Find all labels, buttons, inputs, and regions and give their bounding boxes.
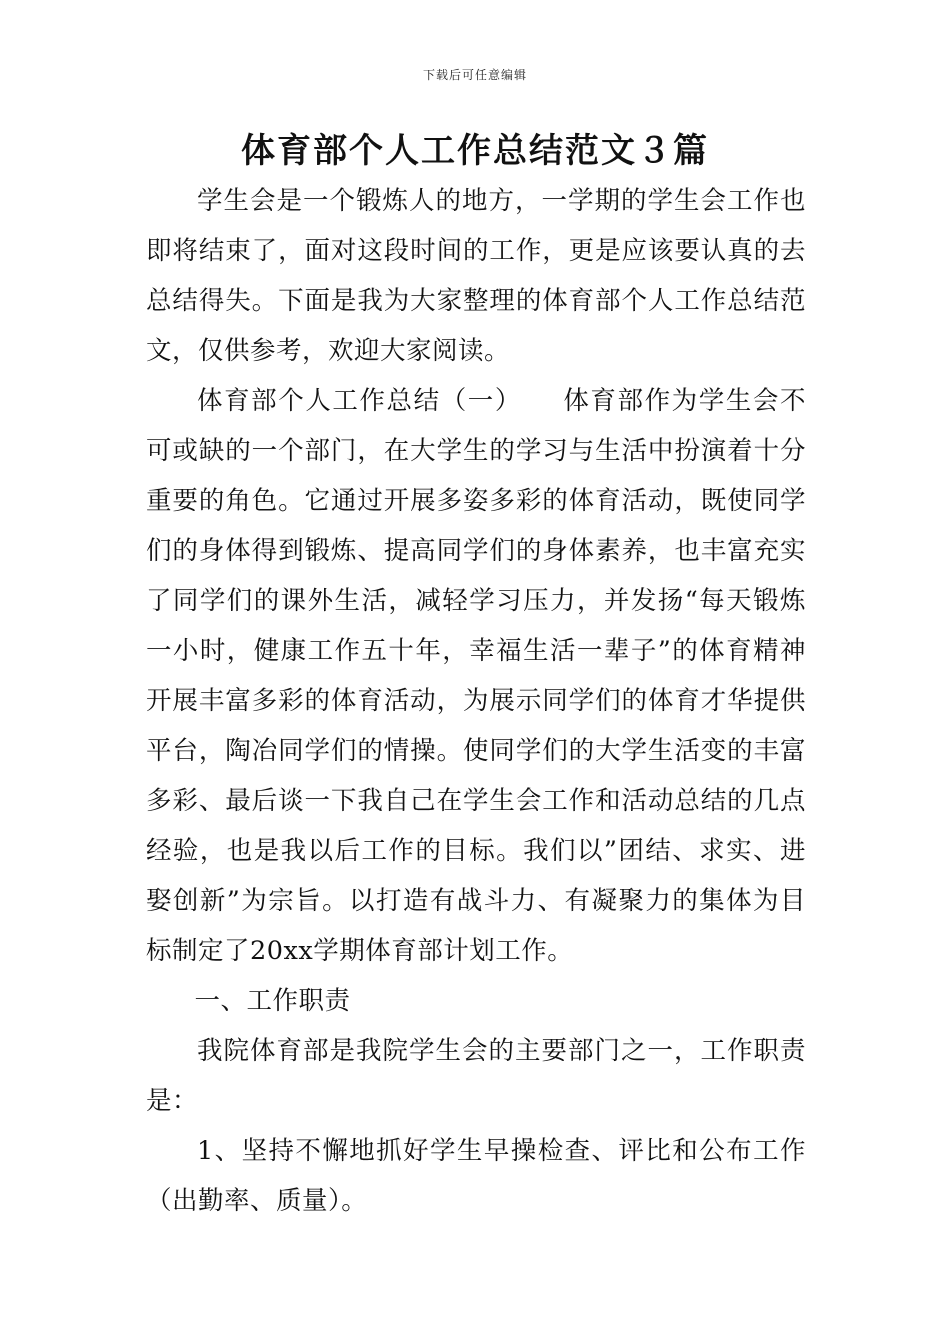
duties-intro-paragraph: 我院体育部是我院学生会的主要部门之一，工作职责是： bbox=[146, 1036, 806, 1116]
intro-paragraph: 学生会是一个锻炼人的地方，一学期的学生会工作也即将结束了，面对这段时间的工作，更是应该要认真的去总结得失。下面是我为大家整理的体育部个人工作总结范文，仅供参考，欢迎大家阅读。 bbox=[146, 186, 806, 366]
document-body bbox=[146, 176, 806, 1226]
document-title: 体育部个人工作总结范文３篇 bbox=[241, 131, 709, 171]
duty-item-1: 1、坚持不懈地抓好学生早操检查、评比和公布工作（出勤率、质量）。 bbox=[146, 1136, 806, 1216]
header-note: 下载后可任意编辑 bbox=[422, 68, 527, 82]
summary-one-paragraph: 体育部个人工作总结（一） 体育部作为学生会不可或缺的一个部门，在大学生的学习与生活中扮演着十分重要的角色。它通过开展多姿多彩的体育活动，既使同学们的身体得到锻炼、提高同学们的身体素养，也丰富充实了同学们的课外生活，减轻学习压力，并发扬“每天锻炼一小时，健康工作五十年，幸福生活一辈子”的体育精神开展丰富多彩的体育活动，为展示同学们的体育才华提供平台，陶冶同学们的情操。使同学们的大学生活变的丰富多彩、最后谈一下我自己在学生会工作和活动总结的几点经验，也是我以后工作的目标。我们以”团结、求实、进娶创新”为宗旨。以打造有战斗力、有凝聚力的集体为目标制定了20xx学期体育部计划工作。 bbox=[146, 386, 806, 966]
section-heading-work-duties: 一、工作职责 bbox=[194, 986, 351, 1016]
